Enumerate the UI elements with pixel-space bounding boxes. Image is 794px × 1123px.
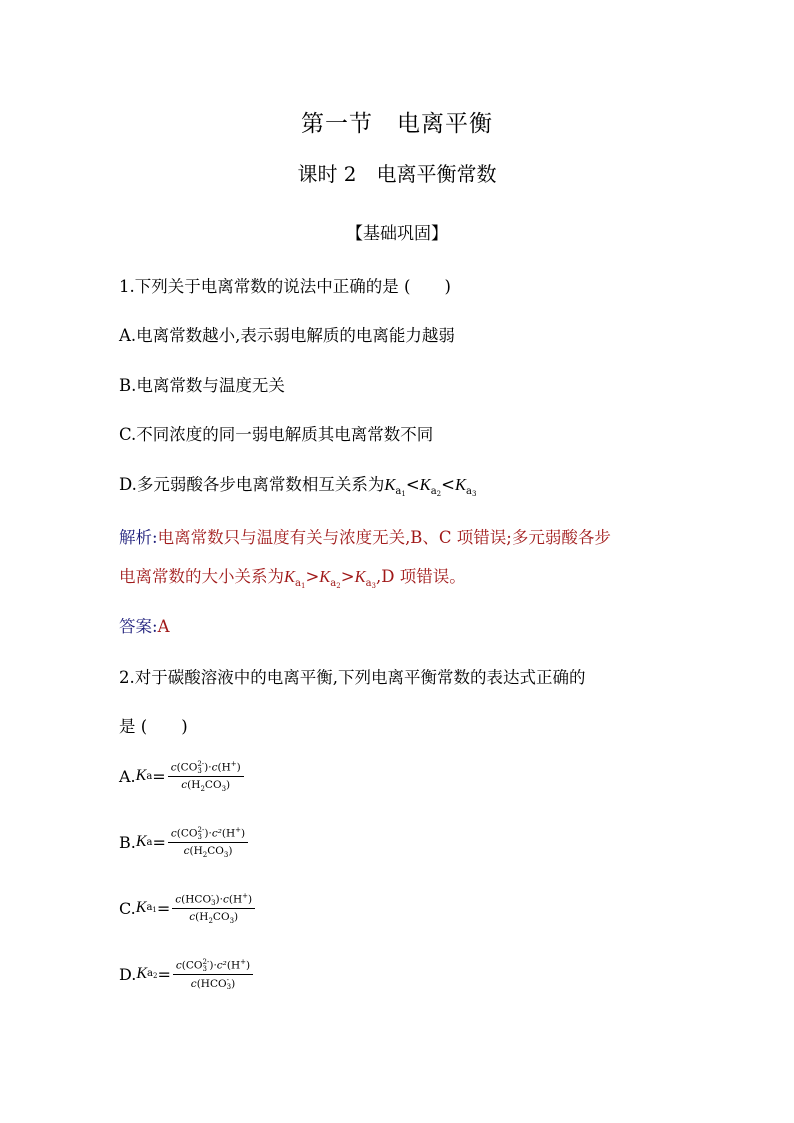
- answer-label: 答案:: [119, 617, 158, 636]
- q2-option-c: C. K $a_1$ = c(HCO - 3 )·c(H+) $c(H_2CO_3)$: [119, 892, 255, 925]
- q2-option-b: B. K a = c(CO 2- 3 )·c²(H+) $c(H_2CO_3)$: [119, 826, 248, 859]
- section-heading: 【基础巩固】: [346, 224, 448, 244]
- q2-option-a: A. K a = c(CO 2- 3 )·c(H+) $c(H_2CO_3)$: [119, 760, 244, 793]
- q1-analysis-line1: 解析:电离常数只与温度有关与浓度无关,B、C 项错误;多元弱酸各步: [119, 528, 611, 547]
- q1-option-d: D.多元弱酸各步电离常数相互关系为$K_{a_1}<K_{a_2}<K_{a_3}$: [119, 475, 477, 498]
- q1-analysis-line2: 电离常数的大小关系为$K_{a_1}>K_{a_2}>K_{a_3},D$ 项错误。: [119, 567, 466, 590]
- fraction-d: c(CO 2- 3 )·c²(H+) c(HCO - 3 ): [173, 958, 253, 991]
- fraction-c: c(HCO - 3 )·c(H+) $c(H_2CO_3)$: [172, 892, 255, 925]
- page-title: 第一节 电离平衡: [301, 111, 493, 137]
- q1-stem: 1.下列关于电离常数的说法中正确的是 ( ): [119, 277, 451, 296]
- q2-stem-line2: 是 ( ): [119, 717, 188, 736]
- q1-answer: [119, 613, 169, 637]
- q1-option-b: B.电离常数与温度无关: [119, 376, 285, 395]
- lesson-subtitle: 课时 2 电离平衡常数: [297, 162, 497, 186]
- q1-option-a: A.电离常数越小,表示弱电解质的电离能力越弱: [119, 326, 455, 345]
- answer-value: A: [157, 617, 170, 636]
- q1-option-c: C.不同浓度的同一弱电解质其电离常数不同: [119, 425, 434, 444]
- q2-option-d: D. K $a_2$ = c(CO 2- 3 )·c²(H+) c(HCO - 3 ): [119, 958, 253, 991]
- q2-stem-line1: 2.对于碳酸溶液中的电离平衡,下列电离平衡常数的表达式正确的: [119, 668, 586, 687]
- fraction-a: c(CO 2- 3 )·c(H+) $c(H_2CO_3)$: [168, 760, 244, 793]
- fraction-b: c(CO 2- 3 )·c²(H+) $c(H_2CO_3)$: [168, 826, 248, 859]
- analysis-label: 解析:: [119, 528, 158, 547]
